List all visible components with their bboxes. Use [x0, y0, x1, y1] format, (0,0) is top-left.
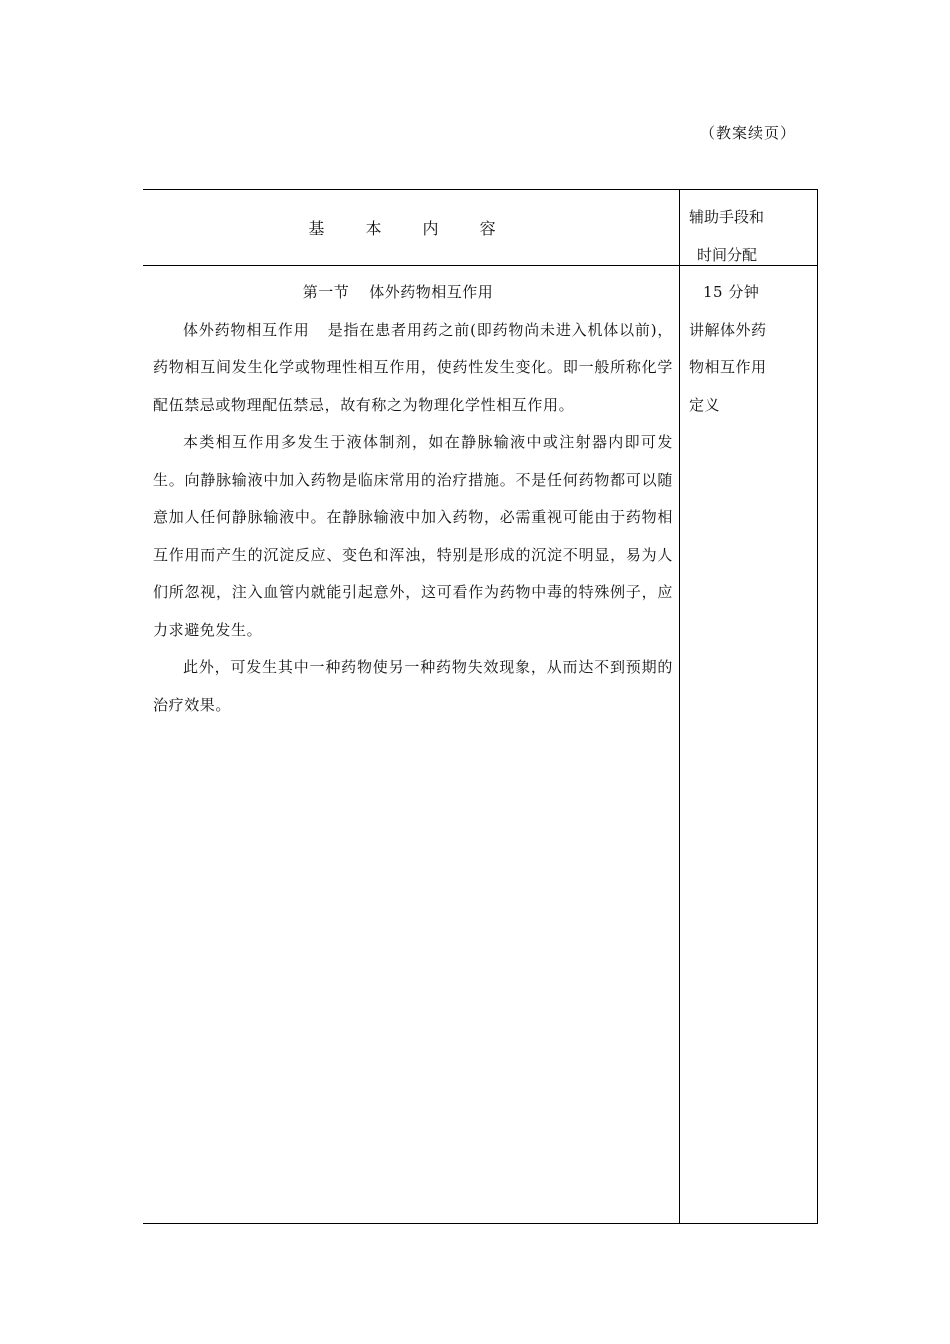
side-note-line3: 定义 — [689, 395, 721, 414]
column-divider — [679, 190, 680, 1223]
side-note-line1: 讲解体外药 — [689, 320, 767, 339]
side-note-line2: 物相互作用 — [689, 358, 767, 376]
section-number: 第一节 — [302, 283, 350, 301]
lesson-plan-table — [143, 189, 818, 1224]
paragraph-definition — [153, 312, 673, 425]
continued-page-label: （教案续页） — [700, 124, 797, 142]
main-content-cell — [153, 274, 673, 724]
header-basic-content: 基 本 内 容 — [308, 219, 514, 238]
paragraph-infusion: 本类相互作用多发生于液体制剂，如在静脉输液中或注射器内即可发生。向静脉输液中加入药物是临床常用的治疗措施。不是任何药物都可以随意加人任何静脉输液中。在静脉输液中加入药物，必需重视可能由于药物相互作用而产生的沉淀反应、变色和浑浊，特别是形成的沉淀不明显，易为人们所忽视，注入血管内就能引起意外，这可看作为药物中毒的特殊例子，应力求避免发生。 — [153, 433, 673, 639]
paragraph-inactivation: 此外，可发生其中一种药物使另一种药物失效现象，从而达不到预期的治疗效果。 — [153, 658, 673, 714]
section-title: 体外药物相互作用 — [369, 283, 494, 301]
definition-text: 是指在患者用药之前(即药物尚未进入机体以前)，药物相互间发生化学或物理性相互作用，使药性发生变化。即一般所称化学配伍禁忌或物理配伍禁忌，故有称之为物理化学性相互作用。 — [153, 320, 673, 414]
time-allocation: 15 分钟 — [703, 283, 760, 301]
header-aids-time — [689, 198, 799, 274]
header-aids-line2: 时间分配 — [697, 246, 758, 264]
table-right-border — [817, 190, 818, 1223]
header-aids-line1: 辅助手段和 — [689, 208, 765, 226]
defined-term: 体外药物相互作用 — [183, 320, 310, 339]
section-heading — [153, 274, 673, 312]
side-notes-cell — [689, 274, 809, 424]
